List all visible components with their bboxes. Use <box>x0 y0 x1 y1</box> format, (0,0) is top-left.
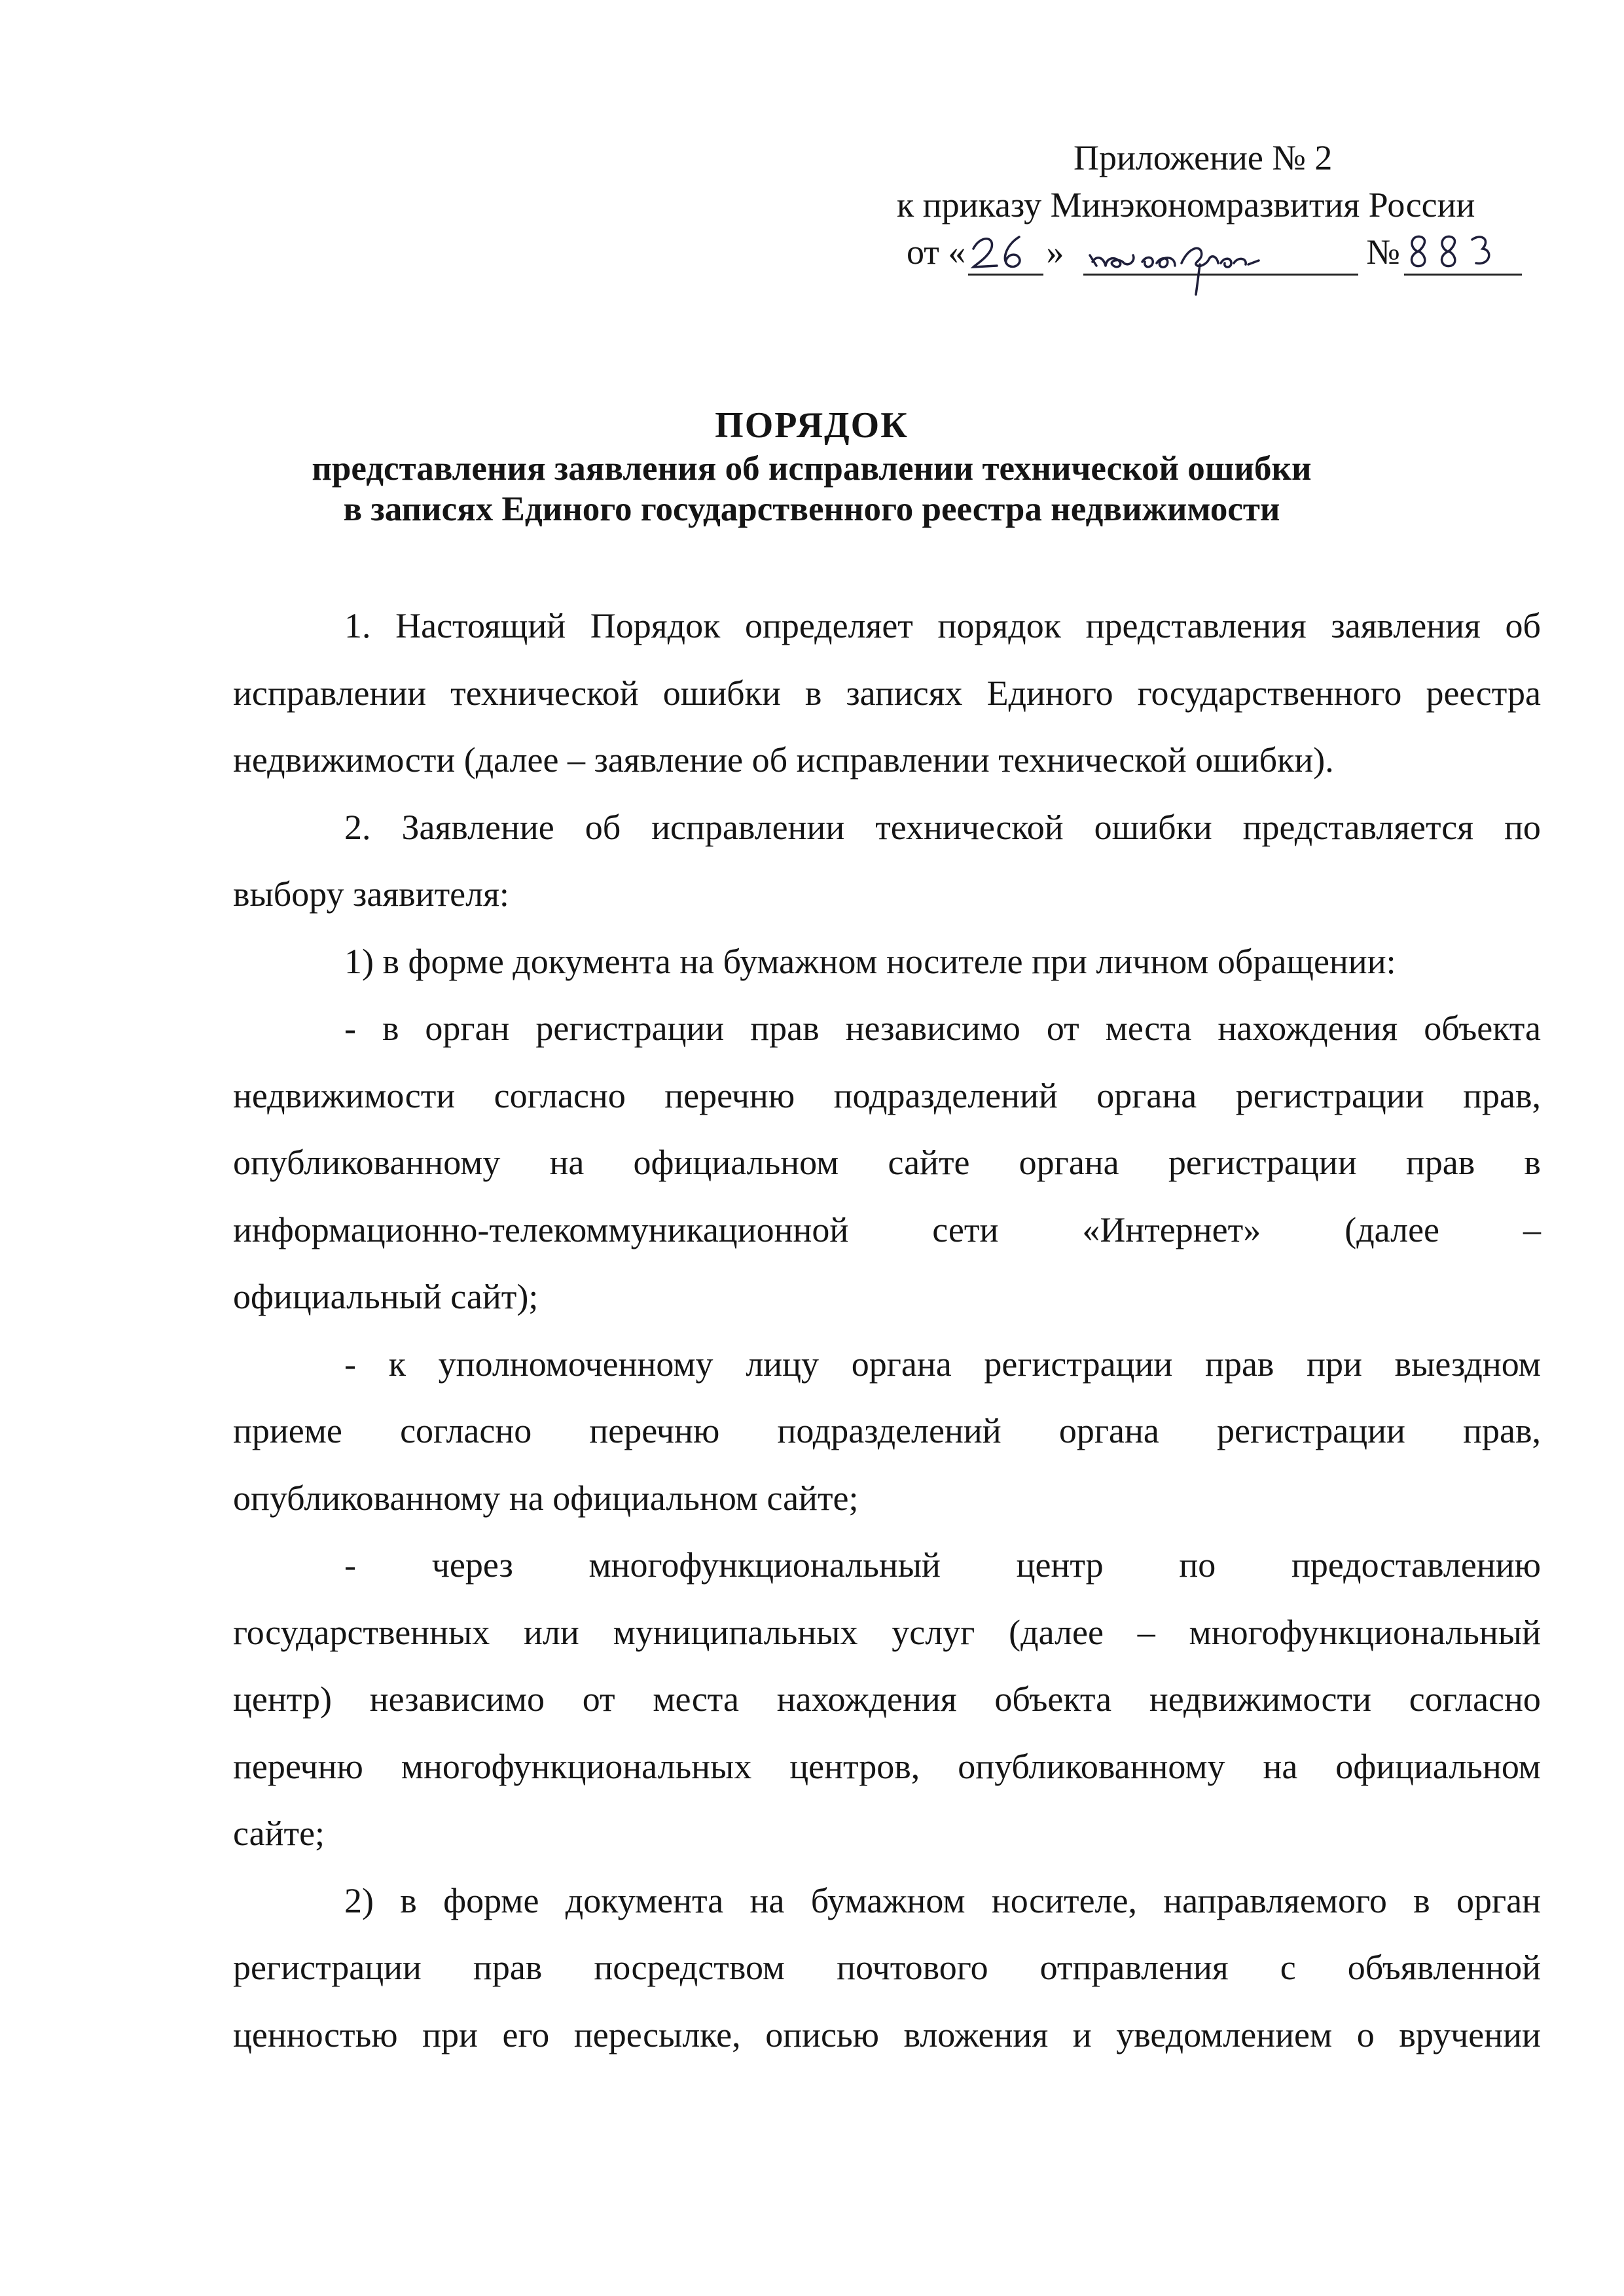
body-word: направляемого <box>1163 1880 1387 1920</box>
document-body <box>233 592 1541 2068</box>
body-word: муниципальных <box>613 1612 858 1652</box>
body-word: документа <box>565 1880 724 1920</box>
body-word: независимо <box>845 1009 1020 1048</box>
body-word: о <box>1356 2015 1375 2054</box>
body-word: бумажном <box>810 1880 965 1920</box>
handwritten-day-scribble <box>968 229 1043 275</box>
number-prefix: № <box>1366 232 1400 272</box>
body-word: определяет <box>744 606 913 645</box>
body-word: приеме <box>233 1411 342 1450</box>
body-line <box>233 1599 1541 1666</box>
body-word: регистрации <box>535 1009 725 1048</box>
body-word: об <box>1505 606 1541 645</box>
body-word: опубликованному <box>233 1143 501 1182</box>
body-word: заявления <box>1331 606 1481 645</box>
body-word: многофункциональный <box>588 1545 941 1585</box>
body-word: прав <box>1405 1143 1475 1182</box>
body-word: прав <box>473 1948 543 1987</box>
handwritten-number-scribble <box>1404 229 1522 275</box>
body-line: сайте; <box>233 1814 325 1853</box>
body-word: прав <box>1205 1344 1274 1384</box>
body-word: пересылке, <box>573 2015 741 2054</box>
body-line <box>233 794 1541 861</box>
body-word: ценностью <box>233 2015 398 2054</box>
body-word: опубликованному <box>958 1746 1225 1786</box>
body-word: записях <box>846 673 963 713</box>
body-word: 1. <box>344 606 371 645</box>
body-word: регистрации <box>1168 1143 1357 1182</box>
handwritten-day <box>968 234 1043 276</box>
body-word: согласно <box>1409 1679 1541 1719</box>
body-word: представляется <box>1242 807 1474 847</box>
body-word: на <box>549 1143 585 1182</box>
body-word: официальном <box>633 1143 839 1182</box>
body-word: почтового <box>837 1948 988 1987</box>
body-word: регистрации <box>1235 1075 1424 1115</box>
body-word: регистрации <box>1217 1411 1405 1450</box>
body-word: – <box>1523 1210 1541 1249</box>
body-line <box>233 1129 1541 1196</box>
body-word: недвижимости <box>233 1075 456 1115</box>
handwritten-month <box>1083 234 1358 276</box>
body-word: по <box>1179 1545 1216 1585</box>
body-word: регистрации <box>233 1948 422 1987</box>
body-word: предоставлению <box>1291 1545 1541 1585</box>
body-line: недвижимости (далее – заявление об исправлении технической ошибки). <box>233 740 1334 780</box>
body-line <box>233 1196 1541 1264</box>
body-word: выездном <box>1394 1344 1541 1384</box>
body-word: органа <box>1096 1075 1197 1115</box>
body-line <box>233 592 1541 660</box>
body-line: 1) в форме документа на бумажном носителе при личном обращении: <box>344 941 1396 981</box>
body-word: при <box>1307 1344 1362 1384</box>
body-word: его <box>502 2015 550 2054</box>
body-word: прав <box>750 1009 820 1048</box>
body-word: места <box>653 1679 740 1719</box>
body-word: независимо <box>369 1679 545 1719</box>
body-line <box>233 1062 1541 1130</box>
body-word: Настоящий <box>395 606 566 645</box>
body-word: Единого <box>986 673 1113 713</box>
body-line <box>233 1867 1541 1935</box>
body-word: органа <box>1058 1411 1159 1450</box>
body-word: «Интернет» <box>1082 1210 1261 1249</box>
body-word: многофункциональный <box>1189 1612 1541 1652</box>
body-word: объекта <box>1424 1009 1541 1048</box>
body-word: от <box>1046 1009 1079 1048</box>
body-word: в <box>400 1880 417 1920</box>
body-word: регистрации <box>984 1344 1173 1384</box>
body-word: органа <box>1019 1143 1119 1182</box>
body-line <box>233 1666 1541 1733</box>
body-word: (далее <box>1344 1210 1440 1249</box>
body-word: уполномоченному <box>438 1344 713 1384</box>
body-word: исправлении <box>233 673 427 713</box>
body-word: места <box>1105 1009 1192 1048</box>
body-word: исправлении <box>651 807 845 847</box>
body-word: в <box>1413 1880 1430 1920</box>
body-word: сети <box>932 1210 999 1249</box>
body-line <box>233 1331 1541 1398</box>
title-subtitle-line-1: представления заявления об исправлении технической ошибки <box>312 450 1312 488</box>
body-word: официальном <box>1335 1746 1541 1786</box>
body-word: Порядок <box>590 606 721 645</box>
body-line <box>233 995 1541 1062</box>
order-date-line <box>897 228 1564 276</box>
body-line <box>233 1397 1541 1465</box>
handwritten-month-scribble <box>1083 229 1358 301</box>
body-word: отправления <box>1039 1948 1229 1987</box>
body-word: лицу <box>746 1344 819 1384</box>
body-word: посредством <box>594 1948 785 1987</box>
body-word: Заявление <box>401 807 554 847</box>
body-line <box>233 1532 1541 1599</box>
body-word: в <box>804 673 822 713</box>
body-word: в <box>382 1009 399 1048</box>
body-word: форме <box>443 1880 539 1920</box>
body-line <box>233 2001 1541 2069</box>
body-word: с <box>1280 1948 1296 1987</box>
body-word: орган <box>425 1009 510 1048</box>
order-reference: к приказу Минэкономразвития России <box>897 185 1475 224</box>
body-word: и <box>1072 2015 1092 2054</box>
body-word: технической <box>450 673 639 713</box>
appendix-number: Приложение № 2 <box>1074 138 1333 177</box>
body-word: сайте <box>888 1143 970 1182</box>
document-title <box>164 403 1460 529</box>
body-word: - <box>344 1344 356 1384</box>
body-word: по <box>1504 807 1541 847</box>
body-line: официальный сайт); <box>233 1277 539 1316</box>
body-line <box>233 660 1541 727</box>
body-word: описью <box>765 2015 879 2054</box>
body-word: 2. <box>344 807 371 847</box>
body-word: – <box>1137 1612 1155 1652</box>
body-word: недвижимости <box>1149 1679 1372 1719</box>
title-subtitle-line-2: в записях Единого государственного реестра недвижимости <box>343 490 1280 528</box>
body-word: вручении <box>1399 2015 1541 2054</box>
body-line: опубликованному на официальном сайте; <box>233 1478 859 1518</box>
body-word: от <box>582 1679 615 1719</box>
body-word: 2) <box>344 1880 374 1920</box>
body-word: на <box>749 1880 785 1920</box>
body-word: технической <box>875 807 1064 847</box>
body-word: об <box>585 807 621 847</box>
body-line <box>233 1733 1541 1801</box>
body-word: подразделений <box>833 1075 1058 1115</box>
body-word: органа <box>851 1344 952 1384</box>
body-word: объявленной <box>1347 1948 1541 1987</box>
body-word: перечню <box>589 1411 720 1450</box>
body-word: к <box>388 1344 406 1384</box>
body-word: или <box>524 1612 579 1652</box>
body-word: центр <box>1016 1545 1104 1585</box>
body-word: на <box>1263 1746 1298 1786</box>
body-word: информационно-телекоммуникационной <box>233 1210 849 1249</box>
body-word: - <box>344 1009 356 1048</box>
body-word: при <box>422 2015 478 2054</box>
body-word: согласно <box>400 1411 532 1450</box>
handwritten-order-number <box>1404 234 1522 276</box>
body-word: порядок <box>937 606 1061 645</box>
body-word: представления <box>1085 606 1307 645</box>
body-word: ошибки <box>662 673 781 713</box>
appendix-header <box>897 134 1564 276</box>
date-mid: » <box>1046 232 1064 272</box>
body-word: многофункциональных <box>401 1746 752 1786</box>
body-line <box>233 1934 1541 2001</box>
body-word: центр) <box>233 1679 333 1719</box>
body-word: прав, <box>1463 1411 1541 1450</box>
body-word: вложения <box>903 2015 1049 2054</box>
title-heading: ПОРЯДОК <box>715 405 909 446</box>
body-word: нахождения <box>776 1679 957 1719</box>
body-word: перечню <box>233 1746 363 1786</box>
body-word: нахождения <box>1218 1009 1398 1048</box>
body-word: прав, <box>1463 1075 1541 1115</box>
body-word: подразделений <box>777 1411 1001 1450</box>
body-word: уведомлением <box>1116 2015 1333 2054</box>
body-word: реестра <box>1426 673 1541 713</box>
body-word: объекта <box>994 1679 1112 1719</box>
body-word: через <box>431 1545 513 1585</box>
body-word: в <box>1524 1143 1541 1182</box>
body-word: услуг <box>892 1612 975 1652</box>
body-word: центров, <box>789 1746 920 1786</box>
body-word: орган <box>1456 1880 1541 1920</box>
body-word: государственных <box>233 1612 490 1652</box>
body-word: - <box>344 1545 356 1585</box>
body-word: (далее <box>1009 1612 1104 1652</box>
body-word: перечню <box>664 1075 795 1115</box>
body-word: государственного <box>1137 673 1402 713</box>
date-prefix: от « <box>907 232 966 272</box>
body-word: согласно <box>494 1075 626 1115</box>
body-line: выбору заявителя: <box>233 874 509 914</box>
body-word: ошибки <box>1094 807 1212 847</box>
body-word: носителе, <box>991 1880 1137 1920</box>
